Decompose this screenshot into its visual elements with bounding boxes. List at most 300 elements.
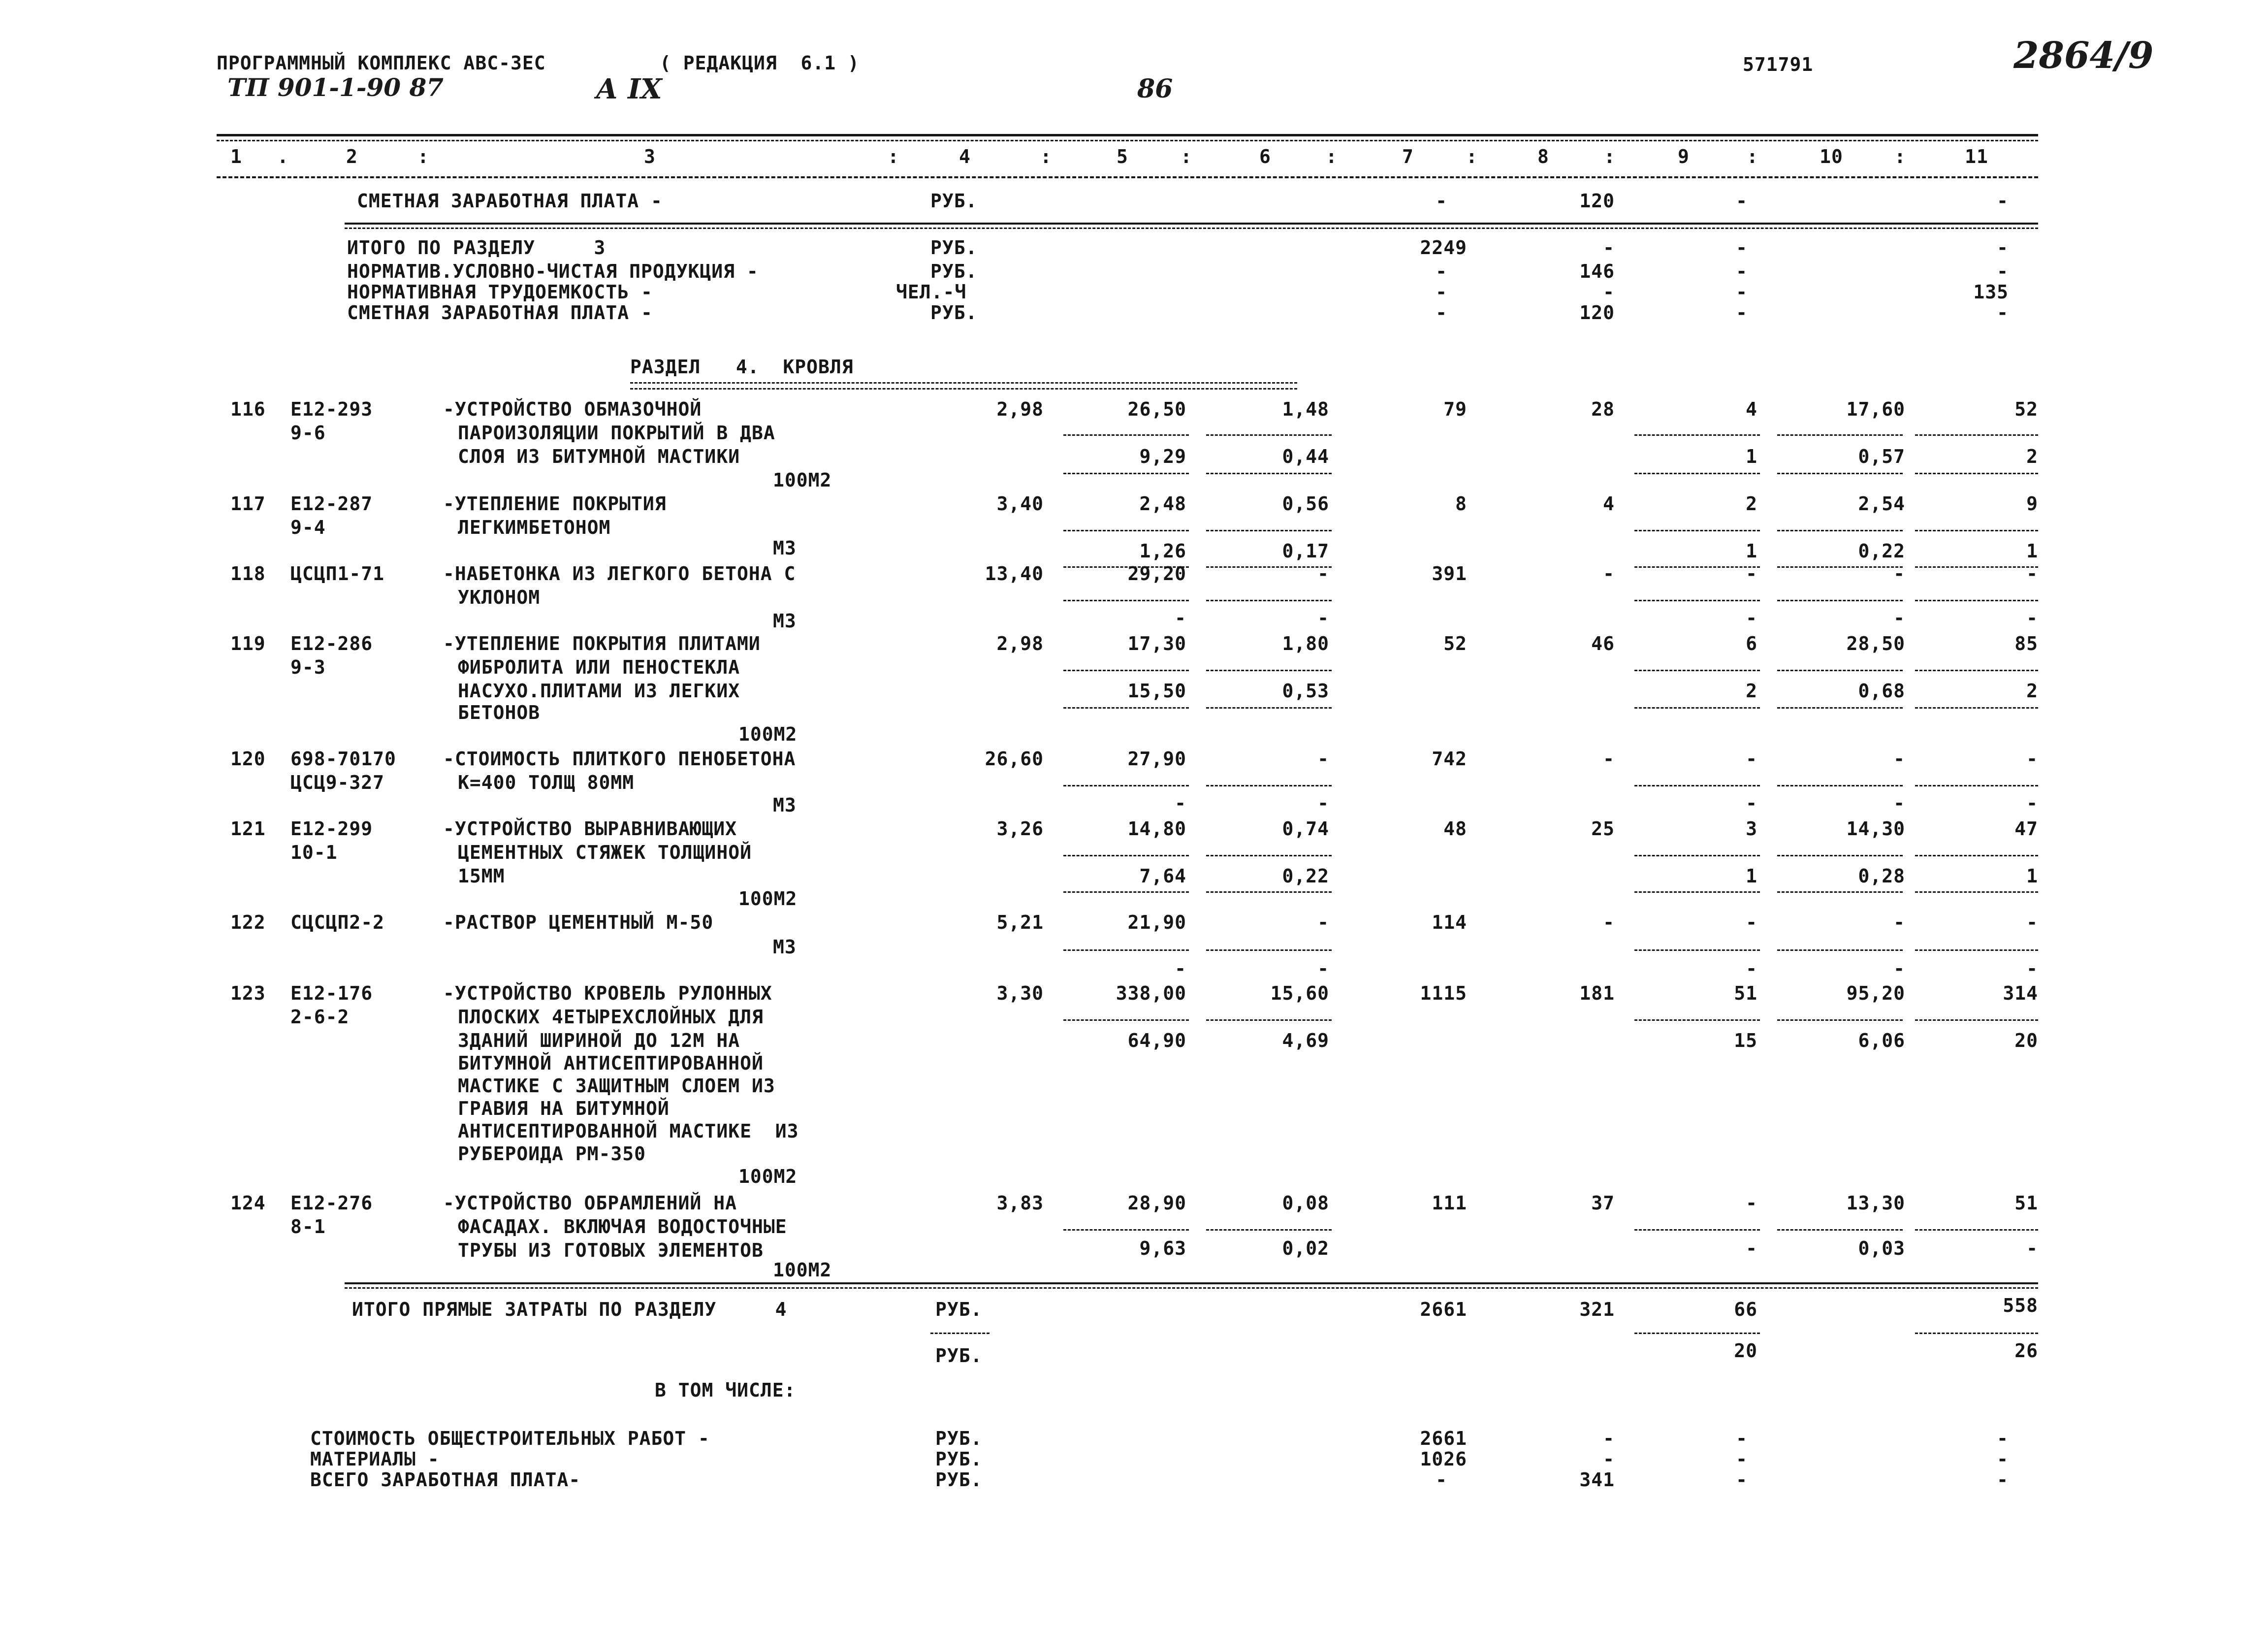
item-122-c10b: - [1893,958,1905,979]
s4-general-works-c9: - [1736,1428,1748,1449]
item-119-c8: 46 [1591,633,1615,654]
s4-materials-c9: - [1736,1448,1748,1470]
s3-total-c8: - [1603,237,1615,259]
item-121-c4: 3,26 [996,818,1044,840]
col-header-sep: : [1326,146,1338,167]
s4-direct-label: ИТОГО ПРЯМЫЕ ЗАТРАТЫ ПО РАЗДЕЛУ 4 [352,1299,787,1320]
item-119-desc-2: ФИБРОЛИТА ИЛИ ПЕНОСТЕКЛА [458,656,740,678]
s4-total-wage-c9: - [1736,1469,1748,1491]
item-117-code: Е12-287 [290,493,373,515]
item-118-rule-c5 [1063,600,1189,601]
item-116-rule-c11 [1915,434,2038,436]
s3-wage-c7: - [1436,302,1447,324]
item-116-c10b: 0,57 [1858,446,1905,467]
item-120-c5b: - [1175,792,1186,814]
section4-title: РАЗДЕЛ 4. КРОВЛЯ [630,356,854,378]
item-116-c11b: 2 [2026,446,2038,467]
s4-materials-label: МАТЕРИАЛЫ - [310,1448,440,1470]
item-119-c5b: 15,50 [1127,680,1186,702]
item-121-c11b: 1 [2026,865,2038,887]
section3-rule [345,223,2038,225]
col-header-sep: : [1604,146,1616,167]
item-116-desc-3: СЛОЯ ИЗ БИТУМНОЙ МАСТИКИ [458,446,740,467]
item-116-c4: 2,98 [996,398,1044,420]
section4-total-rule-dashed [345,1287,2038,1289]
s4-rule-c9 [1634,1333,1760,1334]
item-121-desc-1: -УСТРОЙСТВО ВЫРАВНИВАЮЩИХ [443,818,737,840]
item-121-c11: 47 [2014,818,2038,840]
s4-direct-c9: 66 [1734,1299,1757,1320]
item-120-num: 120 [230,748,266,770]
s3-labor-unit: ЧЕЛ.-Ч [896,281,967,303]
item-119-rule2-c11 [1915,707,2038,709]
wage-unit: РУБ. [930,190,978,212]
item-119-unit: 100М2 [738,723,798,745]
item-122-rule-c5 [1063,949,1189,951]
item-124-c5b: 9,63 [1139,1238,1186,1259]
item-122-c6b: - [1317,958,1329,979]
item-117-rule-c9 [1634,530,1760,531]
item-121-rule2-c6 [1206,891,1332,893]
item-120-c10b: - [1893,792,1905,814]
s3-labor-c9: - [1736,281,1748,303]
item-119-rule-c5 [1063,670,1189,671]
item-116-c9b: 1 [1746,446,1757,467]
item-123-rule-c10 [1777,1019,1903,1021]
item-124-c11: 51 [2014,1192,2038,1214]
s3-labor-c11: 135 [1973,281,2009,303]
item-119-c6b: 0,53 [1282,680,1329,702]
item-117-rule-c6 [1206,530,1332,531]
section4-total-rule [345,1282,2038,1284]
col-header-sep: : [888,146,899,167]
item-121-unit: 100М2 [738,888,798,910]
item-120-rule-c9 [1634,785,1760,786]
item-119-num: 119 [230,633,266,654]
item-123-c11: 314 [2003,982,2038,1004]
item-118-rule-c10 [1777,600,1903,601]
item-122-num: 122 [230,912,266,933]
item-120-c6b: - [1317,792,1329,814]
item-119-rule2-c6 [1206,707,1332,709]
s4-total-wage-c11: - [1997,1469,2009,1491]
item-116-c8: 28 [1591,398,1615,420]
item-121-c6: 0,74 [1282,818,1329,840]
item-121-rule-c10 [1777,855,1903,856]
s3-net-product-label: НОРМАТИВ.УСЛОВНО-ЧИСТАЯ ПРОДУКЦИЯ - [347,261,759,282]
item-122-rule-c11 [1915,949,2038,951]
item-117-c9: 2 [1746,493,1757,515]
item-124-c7: 111 [1432,1192,1467,1214]
item-117-c7: 8 [1455,493,1467,515]
item-122-desc-1: -РАСТВОР ЦЕМЕНТНЫЙ М-50 [443,912,714,933]
item-116-rule2-c6 [1206,473,1332,474]
item-124-desc-3: ТРУБЫ ИЗ ГОТОВЫХ ЭЛЕМЕНТОВ [458,1239,764,1261]
item-121-c8: 25 [1591,818,1615,840]
item-121-desc-3: 15ММ [458,865,505,887]
item-119-rule2-c10 [1777,707,1903,709]
item-116-c6: 1,48 [1282,398,1329,420]
item-124-rule-c9 [1634,1229,1760,1231]
s4-materials-c11: - [1997,1448,2009,1470]
item-121-num: 121 [230,818,266,840]
item-118-c6b: - [1317,607,1329,629]
s4-general-works-c11: - [1997,1428,2009,1449]
s4-general-works-c8: - [1603,1428,1615,1449]
item-118-num: 118 [230,563,266,585]
item-117-unit: М3 [773,537,797,559]
item-123-num: 123 [230,982,266,1004]
document-number: 571791 [1743,54,1814,75]
item-122-rule-c9 [1634,949,1760,951]
s4-sub-c11: 26 [2014,1340,2038,1362]
item-124-rule-c11 [1915,1229,2038,1231]
header-bottom-rule [217,176,2038,178]
item-117-c4: 3,40 [996,493,1044,515]
col-header-sep: : [1040,146,1052,167]
s3-wage-c9: - [1736,302,1748,324]
item-116-c6b: 0,44 [1282,446,1329,467]
item-124-c6b: 0,02 [1282,1238,1329,1259]
item-116-rule-c9 [1634,434,1760,436]
item-121-rule2-c11 [1915,891,2038,893]
item-119-rule-c6 [1206,670,1332,671]
section4-underline-1 [630,382,1297,384]
s3-wage-label: СМЕТНАЯ ЗАРАБОТНАЯ ПЛАТА - [347,302,653,324]
item-122-rule-c6 [1206,949,1332,951]
s4-materials-c8: - [1603,1448,1615,1470]
col-header-sep: . [277,146,289,167]
item-120-c4: 26,60 [985,748,1044,770]
item-117-rule-c5 [1063,530,1189,531]
item-124-c6: 0,08 [1282,1192,1329,1214]
item-123-desc-7: АНТИСЕПТИРОВАННОЙ МАСТИКЕ ИЗ [458,1120,799,1142]
s3-labor-c7: - [1436,281,1447,303]
item-124-c10: 13,30 [1846,1192,1905,1214]
s3-total-c11: - [1997,237,2009,259]
s3-labor-c8: - [1603,281,1615,303]
item-121-rule-c6 [1206,855,1332,856]
item-124-desc-2: ФАСАДАХ. ВКЛЮЧАЯ ВОДОСТОЧНЫЕ [458,1216,787,1238]
item-121-rule2-c5 [1063,891,1189,893]
item-123-code-2: 2-6-2 [290,1006,350,1028]
s4-total-wage-unit: РУБ. [935,1469,983,1491]
col-header-sep: : [417,146,429,167]
item-120-desc-2: К=400 ТОЛЩ 80ММ [458,772,635,793]
item-119-c11b: 2 [2026,680,2038,702]
col-header-8: 8 [1537,146,1549,167]
item-121-rule2-c9 [1634,891,1760,893]
item-124-code: Е12-276 [290,1192,373,1214]
item-118-desc-2: УКЛОНОМ [458,586,541,608]
item-124-c9: - [1746,1192,1757,1214]
item-116-c10: 17,60 [1846,398,1905,420]
s4-direct-unit: РУБ. [935,1299,983,1320]
item-124-c4: 3,83 [996,1192,1044,1214]
col-header-sep: : [1466,146,1478,167]
item-118-rule-c6 [1206,600,1332,601]
s3-labor-label: НОРМАТИВНАЯ ТРУДОЕМКОСТЬ - [347,281,653,303]
archive-number: 2864/9 [2013,34,2154,77]
item-123-desc-3: ЗДАНИЙ ШИРИНОЙ ДО 12М НА [458,1030,740,1051]
item-118-code: ЦСЦП1-71 [290,563,385,585]
item-117-desc-2: ЛЕГКИМБЕТОНОМ [458,517,611,538]
item-117-c11b: 1 [2026,540,2038,562]
item-117-c11: 9 [2026,493,2038,515]
s4-unit-rule [930,1333,990,1334]
item-117-num: 117 [230,493,266,515]
s3-total-c9: - [1736,237,1748,259]
item-123-c10: 95,20 [1846,982,1905,1004]
item-123-c6: 15,60 [1270,982,1329,1004]
s3-wage-c8: 120 [1579,302,1615,324]
program-name: ПРОГРАММНЫЙ КОМПЛЕКС АВС-3ЕС [217,52,546,74]
s4-sub-unit: РУБ. [935,1345,983,1367]
item-120-code-2: ЦСЦ9-327 [290,772,385,793]
item-118-c9: - [1746,563,1757,585]
wage-c7: - [1436,190,1447,212]
item-121-c10: 14,30 [1846,818,1905,840]
col-header-sep: : [1894,146,1906,167]
item-122-c8: - [1603,912,1615,933]
item-116-rule-c5 [1063,434,1189,436]
item-122-c7: 114 [1432,912,1467,933]
col-header-1: 1 [230,146,242,167]
item-122-c11b: - [2026,958,2038,979]
item-122-c6: - [1317,912,1329,933]
item-118-c11b: - [2026,607,2038,629]
item-116-c11: 52 [2014,398,2038,420]
s4-total-wage-c8: 341 [1579,1469,1615,1491]
section3-rule-dashed [345,228,2038,229]
col-header-11: 11 [1965,146,1988,167]
item-116-rule2-c11 [1915,473,2038,474]
item-116-c5b: 9,29 [1139,446,1186,467]
s4-materials-c7: 1026 [1420,1448,1467,1470]
item-123-desc-8: РУБЕРОИДА РМ-350 [458,1143,646,1165]
s4-general-works-label: СТОИМОСТЬ ОБЩЕСТРОИТЕЛЬНЫХ РАБОТ - [310,1428,710,1449]
s4-direct-c11: 558 [2003,1295,2038,1316]
page-number: 86 [1137,74,1173,104]
item-123-desc-6: ГРАВИЯ НА БИТУМНОЙ [458,1098,670,1119]
item-123-c6b: 4,69 [1282,1030,1329,1051]
item-119-c5: 17,30 [1127,633,1186,654]
item-124-unit: 100М2 [773,1259,832,1281]
item-121-c9b: 1 [1746,865,1757,887]
item-117-c6b: 0,17 [1282,540,1329,562]
s3-wage-c11: - [1997,302,2009,324]
item-117-c9b: 1 [1746,540,1757,562]
item-117-rule-c10 [1777,530,1903,531]
item-116-c5: 26,50 [1127,398,1186,420]
item-122-c5: 21,90 [1127,912,1186,933]
item-123-c8: 181 [1579,982,1615,1004]
item-124-code-2: 8-1 [290,1216,326,1238]
item-121-c5: 14,80 [1127,818,1186,840]
item-123-rule-c9 [1634,1019,1760,1021]
s4-materials-unit: РУБ. [935,1448,983,1470]
item-120-rule-c5 [1063,785,1189,786]
item-121-code-2: 10-1 [290,842,338,863]
s3-net-product-c9: - [1736,261,1748,282]
item-119-rule-c11 [1915,670,2038,671]
item-120-c5: 27,90 [1127,748,1186,770]
col-header-sep: : [1747,146,1758,167]
col-header-sep: : [1181,146,1192,167]
item-118-rule-c11 [1915,600,2038,601]
item-117-code-2: 9-4 [290,517,326,538]
item-124-c9b: - [1746,1238,1757,1259]
item-118-desc-1: -НАБЕТОНКА ИЗ ЛЕГКОГО БЕТОНА С [443,563,796,585]
item-116-unit: 100М2 [773,469,832,491]
item-120-desc-1: -СТОИМОСТЬ ПЛИТКОГО ПЕНОБЕТОНА [443,748,796,770]
item-119-c7: 52 [1443,633,1467,654]
item-121-c10b: 0,28 [1858,865,1905,887]
album-mark: А IX [596,73,662,105]
item-119-rule-c10 [1777,670,1903,671]
item-116-rule-c6 [1206,434,1332,436]
item-120-c11: - [2026,748,2038,770]
item-119-c10: 28,50 [1846,633,1905,654]
s4-general-works-unit: РУБ. [935,1428,983,1449]
s4-general-works-c7: 2661 [1420,1428,1467,1449]
item-124-c5: 28,90 [1127,1192,1186,1214]
s3-net-product-unit: РУБ. [930,261,978,282]
s3-net-product-c11: - [1997,261,2009,282]
item-122-unit: М3 [773,936,797,958]
item-119-desc-4: БЕТОНОВ [458,702,541,723]
s4-including-label: В ТОМ ЧИСЛЕ: [655,1379,796,1401]
item-120-c9b: - [1746,792,1757,814]
item-116-desc-1: -УСТРОЙСТВО ОБМАЗОЧНОЙ [443,398,702,420]
item-117-c10b: 0,22 [1858,540,1905,562]
item-118-c5b: - [1175,607,1186,629]
item-118-c10b: - [1893,607,1905,629]
item-124-rule-c6 [1206,1229,1332,1231]
col-header-5: 5 [1117,146,1128,167]
item-122-c9: - [1746,912,1757,933]
item-117-desc-1: -УТЕПЛЕНИЕ ПОКРЫТИЯ [443,493,667,515]
item-123-desc-4: БИТУМНОЙ АНТИСЕПТИРОВАННОЙ [458,1052,764,1074]
wage-c11: - [1997,190,2009,212]
col-header-3: 3 [644,146,656,167]
item-120-rule-c6 [1206,785,1332,786]
item-120-c8: - [1603,748,1615,770]
item-119-desc-3: НАСУХО.ПЛИТАМИ ИЗ ЛЕГКИХ [458,680,740,702]
item-121-rule-c5 [1063,855,1189,856]
item-123-c5: 338,00 [1116,982,1186,1004]
s3-total-c7: 2249 [1420,237,1467,259]
edition: ( РЕДАКЦИЯ 6.1 ) [660,52,860,74]
item-116-code-2: 9-6 [290,422,326,444]
item-121-desc-2: ЦЕМЕНТНЫХ СТЯЖЕК ТОЛЩИНОЙ [458,842,752,863]
item-120-c7: 742 [1432,748,1467,770]
item-116-c9: 4 [1746,398,1757,420]
item-117-c5: 2,48 [1139,493,1186,515]
item-117-c6: 0,56 [1282,493,1329,515]
item-123-c9b: 15 [1734,1030,1757,1051]
s3-net-product-c8: 146 [1579,261,1615,282]
item-119-c9b: 2 [1746,680,1757,702]
item-119-c9: 6 [1746,633,1757,654]
item-123-c5b: 64,90 [1127,1030,1186,1051]
item-119-c6: 1,80 [1282,633,1329,654]
s4-total-wage-label: ВСЕГО ЗАРАБОТНАЯ ПЛАТА- [310,1469,581,1491]
wage-c8: 120 [1579,190,1615,212]
item-124-rule-c10 [1777,1229,1903,1231]
item-123-desc-1: -УСТРОЙСТВО КРОВЕЛЬ РУЛОННЫХ [443,982,772,1004]
item-118-c5: 29,20 [1127,563,1186,585]
item-116-c7: 79 [1443,398,1467,420]
item-119-c10b: 0,68 [1858,680,1905,702]
header-top-rule [217,134,2038,136]
item-122-c11: - [2026,912,2038,933]
item-119-code-2: 9-3 [290,656,326,678]
item-123-c4: 3,30 [996,982,1044,1004]
s3-wage-unit: РУБ. [930,302,978,324]
item-124-c10b: 0,03 [1858,1238,1905,1259]
item-116-code: Е12-293 [290,398,373,420]
item-118-rule-c9 [1634,600,1760,601]
item-121-c5b: 7,64 [1139,865,1186,887]
item-117-rule-c11 [1915,530,2038,531]
item-123-c9: 51 [1734,982,1757,1004]
section4-underline-2 [630,388,1297,390]
item-122-code: СЦСЦП2-2 [290,912,385,933]
item-116-desc-2: ПАРОИЗОЛЯЦИИ ПОКРЫТИЙ В ДВА [458,422,775,444]
s4-rule-c11 [1915,1333,2038,1334]
item-122-c10: - [1893,912,1905,933]
item-117-c10: 2,54 [1858,493,1905,515]
item-124-desc-1: -УСТРОЙСТВО ОБРАМЛЕНИЙ НА [443,1192,737,1214]
item-118-c10: - [1893,563,1905,585]
item-122-c5b: - [1175,958,1186,979]
s3-total-unit: РУБ. [930,237,978,259]
item-121-c9: 3 [1746,818,1757,840]
col-header-4: 4 [959,146,971,167]
item-119-desc-1: -УТЕПЛЕНИЕ ПОКРЫТИЯ ПЛИТАМИ [443,633,761,654]
col-header-9: 9 [1678,146,1690,167]
item-122-rule-c10 [1777,949,1903,951]
s3-net-product-c7: - [1436,261,1447,282]
item-116-rule2-c9 [1634,473,1760,474]
item-119-rule-c9 [1634,670,1760,671]
item-123-desc-2: ПЛОСКИХ 4ЕТЫРЕХСЛОЙНЫХ ДЛЯ [458,1006,764,1028]
item-116-rule2-c10 [1777,473,1903,474]
item-118-unit: М3 [773,610,797,632]
item-116-rule-c10 [1777,434,1903,436]
item-123-c10b: 6,06 [1858,1030,1905,1051]
item-118-c4: 13,40 [985,563,1044,585]
col-header-7: 7 [1402,146,1414,167]
item-119-c4: 2,98 [996,633,1044,654]
item-119-rule2-c9 [1634,707,1760,709]
col-header-2: 2 [346,146,358,167]
item-118-c11: - [2026,563,2038,585]
item-121-c7: 48 [1443,818,1467,840]
item-121-rule-c11 [1915,855,2038,856]
wage-label: СМЕТНАЯ ЗАРАБОТНАЯ ПЛАТА - [357,190,663,212]
col-header-10: 10 [1820,146,1843,167]
item-118-c8: - [1603,563,1615,585]
item-118-c9b: - [1746,607,1757,629]
item-123-rule-c6 [1206,1019,1332,1021]
item-120-rule-c11 [1915,785,2038,786]
item-120-rule-c10 [1777,785,1903,786]
project-code: ТП 901-1-90 87 [227,73,444,102]
s3-total-label: ИТОГО ПО РАЗДЕЛУ 3 [347,237,606,259]
item-123-rule-c5 [1063,1019,1189,1021]
